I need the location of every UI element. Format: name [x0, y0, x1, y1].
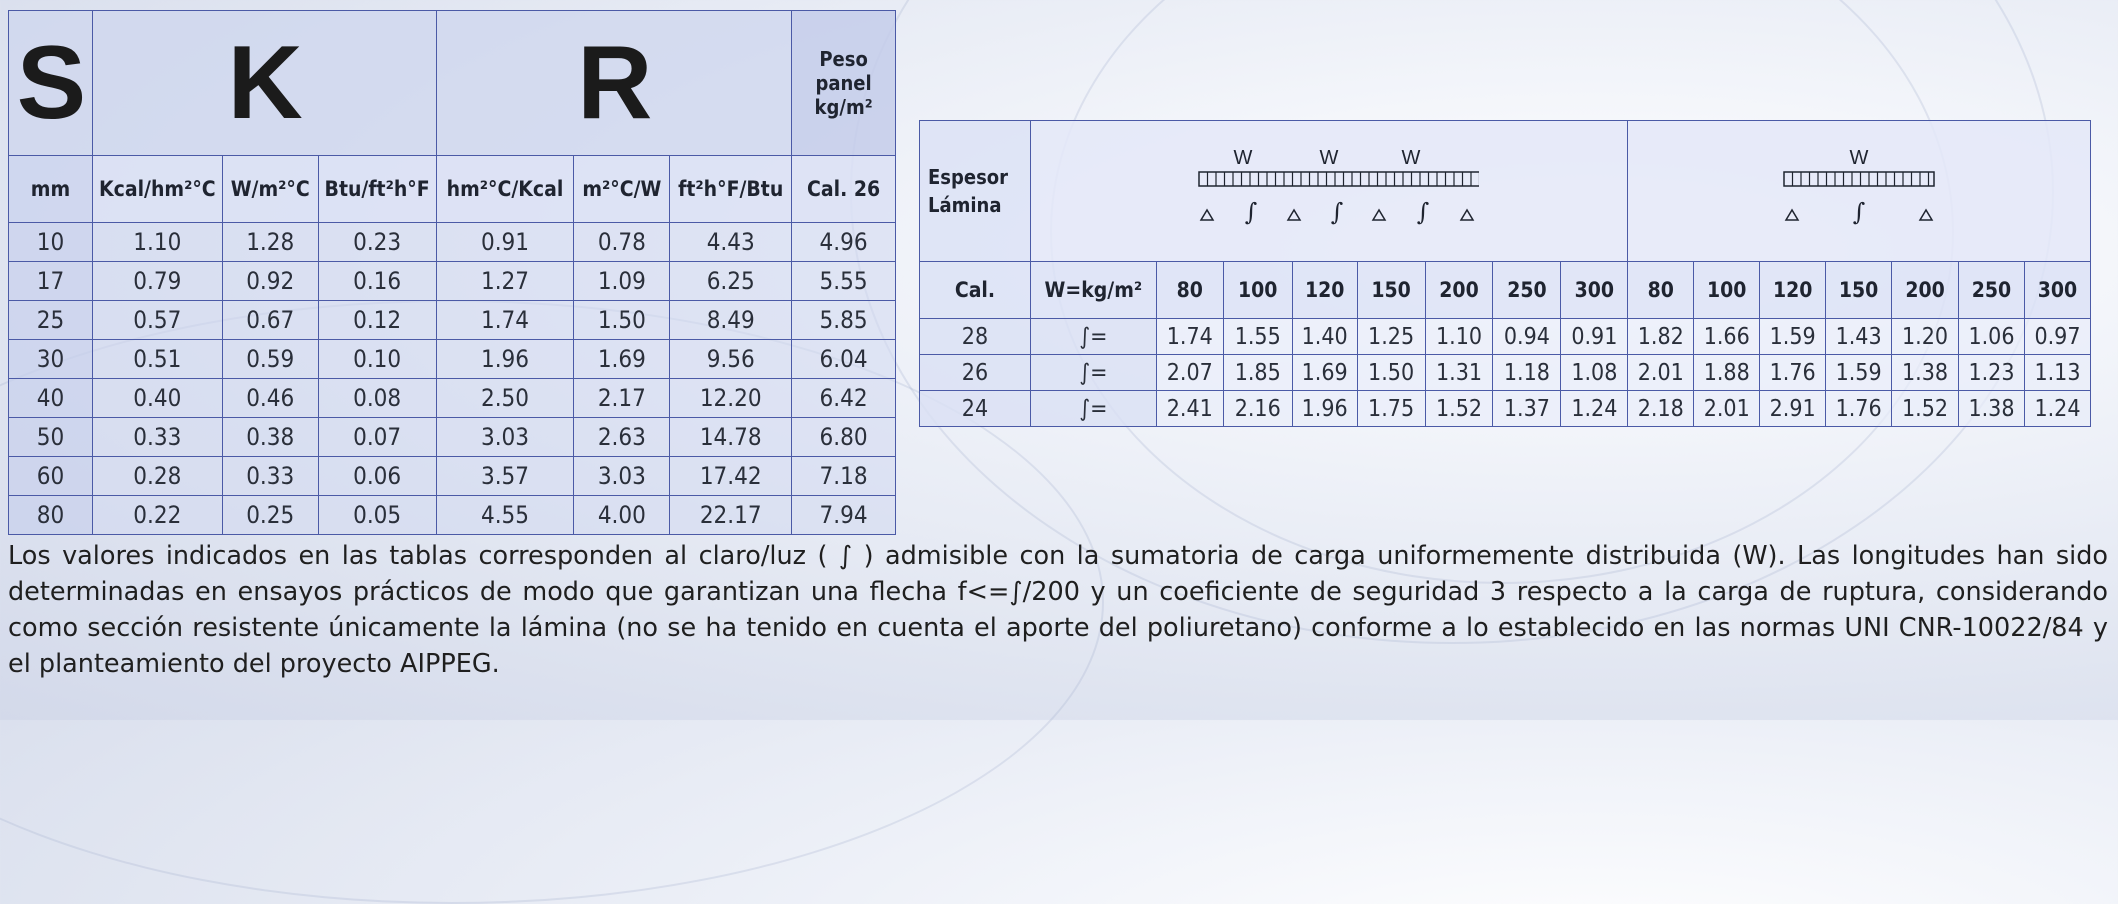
table-cell: 25: [9, 301, 93, 340]
table-cell: ∫=: [1030, 391, 1156, 427]
table-cell: 1.69: [1292, 355, 1357, 391]
unit-header: W/m²°C: [222, 156, 318, 223]
table-cell: 9.56: [670, 340, 792, 379]
table-row: [920, 355, 2091, 391]
table-cell: 2.63: [574, 418, 670, 457]
support-triangle: [1786, 210, 1798, 220]
load-ticks: [1208, 172, 1480, 186]
table-row: [9, 496, 896, 535]
table-cell: 1.24: [2024, 391, 2090, 427]
span-symbol: ∫: [1244, 198, 1258, 226]
table-cell: 0.38: [222, 418, 318, 457]
table-cell: 7.94: [792, 496, 896, 535]
table-cell: 0.05: [318, 496, 436, 535]
table-cell: 17: [9, 262, 93, 301]
support-triangle: [1288, 210, 1300, 220]
table-cell: ∫=: [1030, 355, 1156, 391]
unit-header: Cal. 26: [792, 156, 896, 223]
load-label: W: [1849, 147, 1869, 169]
column-header: Cal.: [920, 262, 1031, 319]
table-cell: 1.10: [92, 223, 222, 262]
table-cell: 2.50: [436, 379, 574, 418]
table-cell: 6.25: [670, 262, 792, 301]
units-row: [9, 156, 896, 223]
table-cell: 28: [920, 319, 1031, 355]
column-header: 80: [1156, 262, 1223, 319]
table-cell: 0.10: [318, 340, 436, 379]
unit-header: hm²°C/Kcal: [436, 156, 574, 223]
table-cell: 0.92: [222, 262, 318, 301]
table-row: [9, 262, 896, 301]
support-triangle: [1461, 210, 1473, 220]
table-cell: 2.17: [574, 379, 670, 418]
table-cell: 1.38: [1892, 355, 1959, 391]
table-row: [920, 391, 2091, 427]
table-cell: 1.08: [1561, 355, 1628, 391]
table-cell: 1.76: [1760, 355, 1826, 391]
table-row: [9, 301, 896, 340]
table-cell: 1.13: [2024, 355, 2090, 391]
header-s: S: [9, 11, 93, 156]
load-ticks: [1793, 172, 1929, 186]
support-triangle: [1920, 210, 1932, 220]
table-cell: 1.88: [1694, 355, 1760, 391]
unit-header: Btu/ft²h°F: [318, 156, 436, 223]
table-cell: ∫=: [1030, 319, 1156, 355]
espesor-lamina-header: [920, 121, 1031, 262]
column-header: 100: [1694, 262, 1760, 319]
table-cell: 3.03: [436, 418, 574, 457]
table-cell: 1.82: [1628, 319, 1694, 355]
table-cell: 1.20: [1892, 319, 1959, 355]
table-cell: 0.46: [222, 379, 318, 418]
table-cell: 3.03: [574, 457, 670, 496]
table-cell: 2.01: [1694, 391, 1760, 427]
table-cell: 1.38: [1959, 391, 2025, 427]
table-cell: 1.75: [1357, 391, 1425, 427]
table-cell: 14.78: [670, 418, 792, 457]
table-row: [920, 319, 2091, 355]
load-label: W: [1233, 147, 1253, 169]
panel-line: panel: [815, 71, 872, 95]
diagram-row: [920, 121, 2091, 262]
table-cell: 8.49: [670, 301, 792, 340]
table-row: [9, 340, 896, 379]
table-cell: 1.09: [574, 262, 670, 301]
table-cell: 1.74: [1156, 319, 1223, 355]
multi-span-diagram-cell: [1030, 121, 1627, 262]
peso-line: Peso: [819, 47, 868, 71]
table-cell: 80: [9, 496, 93, 535]
table-cell: 2.07: [1156, 355, 1223, 391]
table-cell: 1.52: [1892, 391, 1959, 427]
table-cell: 1.40: [1292, 319, 1357, 355]
table-cell: 0.33: [92, 418, 222, 457]
table-cell: 1.96: [1292, 391, 1357, 427]
table-cell: 1.31: [1425, 355, 1493, 391]
table-cell: 1.59: [1760, 319, 1826, 355]
table-cell: 24: [920, 391, 1031, 427]
table-cell: 0.91: [1561, 319, 1628, 355]
table-cell: 0.97: [2024, 319, 2090, 355]
load-label: W: [1401, 147, 1421, 169]
table-cell: 2.18: [1628, 391, 1694, 427]
table-cell: 26: [920, 355, 1031, 391]
table-cell: 2.91: [1760, 391, 1826, 427]
table-cell: 1.43: [1826, 319, 1892, 355]
table-cell: 4.55: [436, 496, 574, 535]
multi-span-beam-diagram: [1179, 144, 1479, 234]
table-cell: 4.96: [792, 223, 896, 262]
table-cell: 1.28: [222, 223, 318, 262]
lamina-line: Lámina: [928, 193, 1002, 217]
header-k: K: [92, 11, 436, 156]
table-cell: 1.24: [1561, 391, 1628, 427]
table-cell: 0.08: [318, 379, 436, 418]
big-header-row: [9, 11, 896, 156]
table-cell: 1.69: [574, 340, 670, 379]
column-header: 250: [1493, 262, 1561, 319]
span-symbol: ∫: [1416, 198, 1430, 226]
column-header: 250: [1959, 262, 2025, 319]
load-header-row: [920, 262, 2091, 319]
table-cell: 4.00: [574, 496, 670, 535]
table-cell: 0.25: [222, 496, 318, 535]
table-cell: 0.78: [574, 223, 670, 262]
table-cell: 1.50: [574, 301, 670, 340]
table-cell: 0.67: [222, 301, 318, 340]
table-cell: 2.16: [1223, 391, 1292, 427]
table-cell: 0.59: [222, 340, 318, 379]
table-cell: 1.55: [1223, 319, 1292, 355]
table-cell: 4.43: [670, 223, 792, 262]
table-cell: 1.85: [1223, 355, 1292, 391]
unit-header: ft²h°F/Btu: [670, 156, 792, 223]
column-header: 150: [1357, 262, 1425, 319]
table-cell: 1.74: [436, 301, 574, 340]
table-cell: 6.42: [792, 379, 896, 418]
table-cell: 12.20: [670, 379, 792, 418]
column-header: 150: [1826, 262, 1892, 319]
column-header: 80: [1628, 262, 1694, 319]
table-row: [9, 418, 896, 457]
espesor-line: Espesor: [928, 165, 1009, 189]
table-cell: 1.59: [1826, 355, 1892, 391]
table-cell: 3.57: [436, 457, 574, 496]
table-cell: 10: [9, 223, 93, 262]
table-cell: 0.07: [318, 418, 436, 457]
unit-header: mm: [9, 156, 93, 223]
kgm2-line: kg/m²: [814, 95, 873, 119]
table-cell: 1.10: [1425, 319, 1493, 355]
span-symbol: ∫: [1852, 198, 1866, 226]
table-cell: 30: [9, 340, 93, 379]
table-cell: 40: [9, 379, 93, 418]
table-cell: 1.23: [1959, 355, 2025, 391]
table-cell: 1.52: [1425, 391, 1493, 427]
table-cell: 0.16: [318, 262, 436, 301]
table-cell: 0.06: [318, 457, 436, 496]
unit-header: Kcal/hm²°C: [92, 156, 222, 223]
explanatory-note: Los valores indicados en las tablas corresponden al claro/luz ( ∫ ) admisible con la sumatoria de carga uniformemente distribuida (W). Las longitudes han sido determinadas en ensayos prácticos de modo que garantizan una flecha f<=∫/200 y un coeficiente de seguridad 3 respecto a la carga de ruptura, considerando como sección resistente únicamente la lámina (no se ha tenido en cuenta el aporte del poliuretano) conforme a lo establecido en las normas UNI CNR-10022/84 y el planteamiento del proyecto AIPPEG.: [8, 541, 2108, 679]
column-header: 300: [1561, 262, 1628, 319]
table-cell: 0.94: [1493, 319, 1561, 355]
column-header: 200: [1892, 262, 1959, 319]
table-cell: 0.22: [92, 496, 222, 535]
table-cell: 0.57: [92, 301, 222, 340]
single-span-diagram-cell: [1628, 121, 2091, 262]
column-header: 200: [1425, 262, 1493, 319]
table-cell: 22.17: [670, 496, 792, 535]
table-cell: 17.42: [670, 457, 792, 496]
right-table-body: [920, 319, 2091, 427]
thermal-properties-table: [8, 10, 896, 535]
table-cell: 1.25: [1357, 319, 1425, 355]
header-r: R: [436, 11, 792, 156]
table-cell: 0.28: [92, 457, 222, 496]
table-cell: 1.06: [1959, 319, 2025, 355]
table-cell: 6.04: [792, 340, 896, 379]
single-span-beam-diagram: [1774, 144, 1944, 234]
table-cell: 50: [9, 418, 93, 457]
table-cell: 0.51: [92, 340, 222, 379]
table-cell: 7.18: [792, 457, 896, 496]
table-cell: 60: [9, 457, 93, 496]
table-cell: 5.85: [792, 301, 896, 340]
column-header: 120: [1292, 262, 1357, 319]
support-triangle: [1201, 210, 1213, 220]
table-cell: 1.18: [1493, 355, 1561, 391]
header-peso-panel: [792, 11, 896, 156]
table-row: [9, 457, 896, 496]
table-cell: 1.66: [1694, 319, 1760, 355]
column-header: 120: [1760, 262, 1826, 319]
table-cell: 0.79: [92, 262, 222, 301]
table-cell: 5.55: [792, 262, 896, 301]
unit-header: m²°C/W: [574, 156, 670, 223]
table-cell: 2.41: [1156, 391, 1223, 427]
support-triangle: [1373, 210, 1385, 220]
table-cell: 0.12: [318, 301, 436, 340]
table-row: [9, 223, 896, 262]
load-label: W: [1319, 147, 1339, 169]
table-cell: 1.37: [1493, 391, 1561, 427]
span-symbol: ∫: [1330, 198, 1344, 226]
table-cell: 1.96: [436, 340, 574, 379]
table-cell: 2.01: [1628, 355, 1694, 391]
table-cell: 0.33: [222, 457, 318, 496]
table-cell: 1.27: [436, 262, 574, 301]
table-row: [9, 379, 896, 418]
column-header: W=kg/m²: [1030, 262, 1156, 319]
table-cell: 6.80: [792, 418, 896, 457]
column-header: 100: [1223, 262, 1292, 319]
table-cell: 0.40: [92, 379, 222, 418]
table-cell: 1.76: [1826, 391, 1892, 427]
table-cell: 0.23: [318, 223, 436, 262]
column-header: 300: [2024, 262, 2090, 319]
table-cell: 1.50: [1357, 355, 1425, 391]
table-cell: 0.91: [436, 223, 574, 262]
span-table: [919, 120, 2091, 427]
left-table-body: [9, 223, 896, 535]
